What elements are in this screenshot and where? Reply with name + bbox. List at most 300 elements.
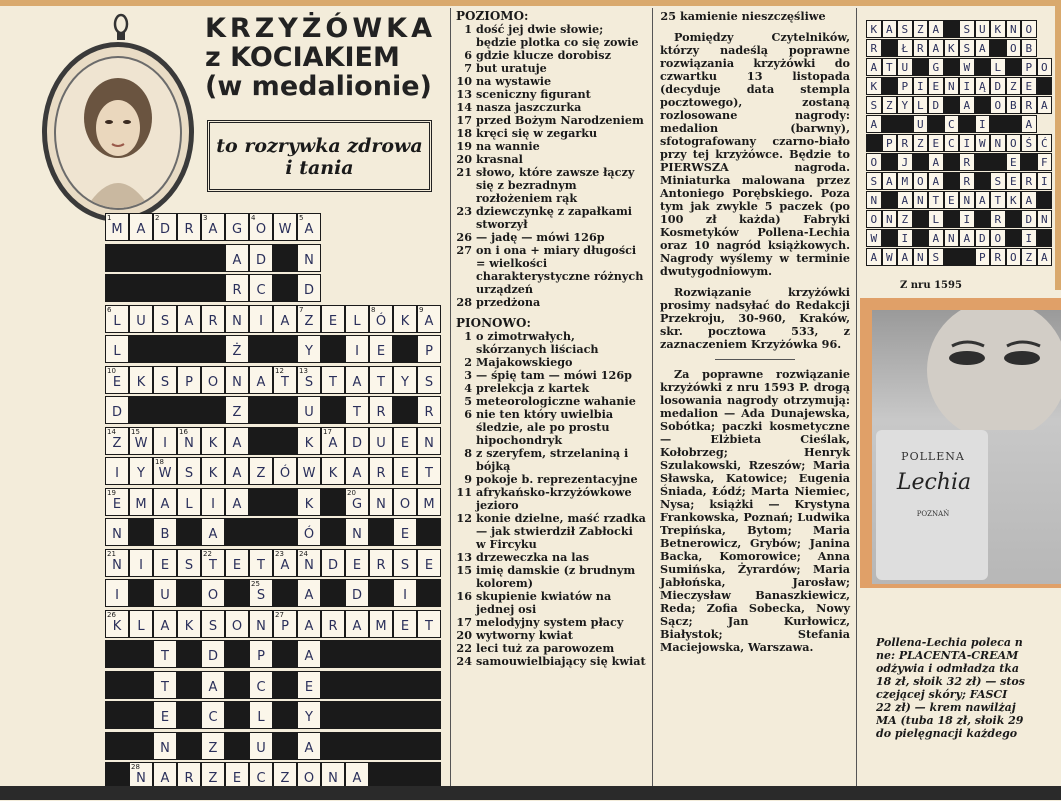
solution-cell: Z — [897, 210, 913, 228]
grid-cell[interactable] — [129, 488, 153, 516]
grid-block — [345, 671, 369, 699]
grid-cell[interactable] — [153, 488, 177, 516]
clue-text: samouwielbiający się kwiat — [476, 654, 646, 668]
grid-cell[interactable] — [417, 488, 441, 516]
grid-cell[interactable] — [153, 518, 177, 546]
grid-block — [177, 274, 201, 302]
solution-cell: N — [1037, 210, 1053, 228]
grid-cell[interactable] — [345, 366, 369, 394]
grid-cell[interactable] — [297, 549, 321, 577]
solution-cell: I — [897, 229, 913, 247]
clue-number: 16 — [456, 589, 472, 603]
grid-cell[interactable] — [417, 457, 441, 485]
cell-letter: T — [161, 679, 169, 695]
solution-cell: E — [1006, 172, 1022, 190]
grid-block — [129, 671, 153, 699]
solution-cell: E — [928, 77, 944, 95]
grid-cell[interactable] — [249, 579, 273, 607]
cell-letter: R — [328, 618, 338, 634]
cell-letter: E — [112, 496, 122, 512]
solution-cell: Ć — [1037, 134, 1053, 152]
cell-letter: S — [160, 374, 170, 390]
cell-letter: N — [136, 771, 146, 786]
grid-cell[interactable] — [129, 213, 153, 241]
grid-cell[interactable] — [369, 549, 393, 577]
grid-cell[interactable] — [249, 671, 273, 699]
grid-cell[interactable] — [105, 579, 129, 607]
grid-cell[interactable] — [297, 366, 321, 394]
grid-cell[interactable] — [297, 671, 321, 699]
clues-column-1 — [456, 10, 646, 668]
cell-letter: U — [136, 313, 146, 329]
grid-cell[interactable] — [273, 305, 297, 333]
grid-cell[interactable] — [393, 518, 417, 546]
grid-cell[interactable] — [129, 610, 153, 638]
grid-cell[interactable] — [417, 366, 441, 394]
grid-cell[interactable] — [249, 244, 273, 272]
grid-block — [201, 274, 225, 302]
grid-cell[interactable] — [225, 274, 249, 302]
cell-letter: S — [160, 313, 170, 329]
title-line-3: (w medalionie) — [205, 71, 432, 102]
grid-block — [153, 274, 177, 302]
grid-cell[interactable] — [273, 213, 297, 241]
grid-cell[interactable] — [249, 640, 273, 668]
grid-cell[interactable] — [105, 366, 129, 394]
grid-cell[interactable] — [129, 457, 153, 485]
grid-cell[interactable] — [225, 427, 249, 455]
grid-cell[interactable] — [153, 732, 177, 760]
grid-cell[interactable] — [249, 366, 273, 394]
grid-cell[interactable] — [201, 366, 225, 394]
grid-cell[interactable] — [273, 610, 297, 638]
grid-cell[interactable] — [249, 305, 273, 333]
cell-letter: C — [256, 771, 266, 786]
solution-cell: A — [897, 191, 913, 209]
grid-cell[interactable] — [177, 457, 201, 485]
grid-block — [369, 732, 393, 760]
grid-cell[interactable] — [201, 671, 225, 699]
grid-cell[interactable] — [153, 366, 177, 394]
solution-block — [882, 191, 898, 209]
grid-cell[interactable] — [297, 396, 321, 424]
solution-cell: D — [975, 229, 991, 247]
ad-city: POZNAŃ — [916, 510, 950, 518]
solution-cell: Ś — [1021, 134, 1037, 152]
grid-block — [201, 396, 225, 424]
grid-cell[interactable] — [345, 518, 369, 546]
grid-cell[interactable] — [225, 244, 249, 272]
grid-cell[interactable] — [369, 457, 393, 485]
grid-cell[interactable] — [393, 610, 417, 638]
grid-cell[interactable] — [417, 396, 441, 424]
ad-brand: POLLENA — [901, 450, 965, 463]
grid-cell[interactable] — [297, 488, 321, 516]
grid-cell[interactable] — [297, 427, 321, 455]
solution-cell: K — [1006, 191, 1022, 209]
grid-cell[interactable] — [321, 366, 345, 394]
cell-letter: D — [351, 588, 362, 603]
grid-cell[interactable] — [105, 549, 129, 577]
grid-cell[interactable] — [249, 549, 273, 577]
grid-cell[interactable] — [105, 457, 129, 485]
clue-text: — śpię tam — mówi 126p — [476, 368, 632, 382]
cell-number: 6 — [107, 305, 112, 314]
cell-letter: A — [352, 374, 362, 390]
grid-cell[interactable] — [369, 396, 393, 424]
grid-cell[interactable] — [225, 335, 249, 363]
grid-cell[interactable] — [129, 549, 153, 577]
grid-cell[interactable] — [153, 701, 177, 729]
grid-cell[interactable] — [417, 335, 441, 363]
grid-cell[interactable] — [153, 579, 177, 607]
grid-block — [201, 244, 225, 272]
grid-cell[interactable] — [105, 305, 129, 333]
ad-copy-line: Pollena-Lechia poleca n — [876, 636, 1023, 649]
solution-cell: R — [959, 172, 975, 190]
winners-list: Za poprawne rozwiązanie krzyżówki z nru 1593 P. drogą losowania nagrody otrzymują: medalion — Ada Dunajewska, Sobótka; paczki kosmetyczne — Elżbieta Cieślak, Kołobrzeg; Henryk Szulakowski, Rzeszów; Maria Sławska, Katowice; Eugenia Śniada, Łódź; Marta Niemiec, Nysa; książki — Krystyna Frankowska, Poznań; Ludwika Trepińska, Bytom; Maria Betnerowicz, Grybów; Janina Backa, Komorowice; Anna Sumińska, Żyrardów; Maria Jabłońska, Jarosław; Mieczysław Banaszkiewicz, Reda; Zofia Sobecka, Nowy Sącz; Jan Kurłowicz, Białystok; Stefania Maciejowska, Warszawa. — [660, 367, 850, 654]
cell-letter: I — [355, 344, 359, 359]
grid-block — [321, 732, 345, 760]
grid-block — [273, 579, 297, 607]
solution-cell: L — [990, 58, 1006, 76]
grid-cell[interactable] — [105, 427, 129, 455]
cell-letter: Z — [304, 313, 314, 329]
cell-letter: A — [304, 740, 314, 756]
grid-cell[interactable] — [321, 610, 345, 638]
grid-cell[interactable] — [153, 640, 177, 668]
grid-cell[interactable] — [369, 488, 393, 516]
grid-cell[interactable] — [369, 610, 393, 638]
cell-letter: E — [352, 557, 362, 573]
solution-cell: P — [975, 248, 991, 266]
solution-block — [897, 115, 913, 133]
grid-cell[interactable] — [225, 610, 249, 638]
solution-block — [959, 248, 975, 266]
cell-letter: A — [352, 771, 362, 786]
grid-cell[interactable] — [321, 549, 345, 577]
grid-cell[interactable] — [201, 305, 225, 333]
grid-cell[interactable] — [297, 701, 321, 729]
cell-letter: A — [424, 313, 434, 329]
grid-cell[interactable] — [393, 457, 417, 485]
grid-cell[interactable] — [201, 640, 225, 668]
grid-cell[interactable] — [249, 213, 273, 241]
cell-number: 28 — [131, 763, 140, 771]
solution-cell: W — [866, 229, 882, 247]
grid-cell[interactable] — [417, 610, 441, 638]
grid-block — [417, 732, 441, 760]
cell-number: 14 — [107, 427, 116, 436]
grid-cell[interactable] — [153, 457, 177, 485]
cell-letter: E — [160, 557, 170, 573]
grid-cell[interactable] — [345, 396, 369, 424]
grid-cell[interactable] — [105, 518, 129, 546]
grid-cell[interactable] — [393, 427, 417, 455]
grid-block — [321, 701, 345, 729]
grid-cell[interactable] — [321, 305, 345, 333]
grid-cell[interactable] — [105, 396, 129, 424]
cell-number: 8 — [371, 305, 376, 314]
solution-cell: I — [975, 115, 991, 133]
grid-cell[interactable] — [297, 457, 321, 485]
grid-cell[interactable] — [201, 610, 225, 638]
down-clue — [456, 408, 646, 447]
clue-text: on i ona + miary długości = wielkości charakterystyczne różnych urządzeń — [476, 243, 644, 296]
cell-letter: U — [256, 740, 266, 756]
grid-cell[interactable] — [153, 549, 177, 577]
solution-cell: N — [913, 191, 929, 209]
solution-block — [882, 77, 898, 95]
grid-cell[interactable] — [249, 457, 273, 485]
grid-cell[interactable] — [369, 305, 393, 333]
clue-number: 17 — [456, 615, 472, 629]
grid-block — [393, 640, 417, 668]
solution-row — [866, 58, 1052, 76]
grid-cell[interactable] — [297, 640, 321, 668]
grid-cell[interactable] — [201, 579, 225, 607]
grid-block — [225, 518, 249, 546]
slogan-box — [207, 120, 432, 192]
cell-number: 24 — [299, 549, 308, 558]
grid-cell[interactable] — [345, 488, 369, 516]
grid-cell[interactable] — [345, 610, 369, 638]
grid-block — [393, 732, 417, 760]
solution-cell: A — [1037, 96, 1053, 114]
cell-letter: N — [232, 374, 242, 390]
grid-block — [105, 640, 129, 668]
grid-block — [273, 640, 297, 668]
grid-cell[interactable] — [177, 427, 201, 455]
grid-cell[interactable] — [297, 305, 321, 333]
grid-cell[interactable] — [297, 335, 321, 363]
cell-letter: L — [113, 344, 121, 359]
solution-row — [866, 96, 1052, 114]
grid-cell[interactable] — [393, 549, 417, 577]
grid-cell[interactable] — [297, 274, 321, 302]
cell-letter: A — [184, 313, 194, 329]
grid-cell[interactable] — [321, 457, 345, 485]
grid-cell[interactable] — [129, 305, 153, 333]
grid-cell[interactable] — [273, 549, 297, 577]
grid-block — [177, 671, 201, 699]
grid-cell[interactable] — [177, 305, 201, 333]
grid-cell[interactable] — [345, 457, 369, 485]
grid-block — [273, 244, 297, 272]
grid-cell[interactable] — [345, 579, 369, 607]
solution-cell: Y — [897, 96, 913, 114]
grid-cell[interactable] — [225, 213, 249, 241]
grid-block — [249, 396, 273, 424]
grid-cell[interactable] — [273, 457, 297, 485]
solution-cell: S — [866, 172, 882, 190]
cell-letter: I — [211, 496, 215, 512]
grid-cell[interactable] — [393, 579, 417, 607]
grid-cell[interactable] — [201, 488, 225, 516]
cell-letter: Ó — [375, 313, 387, 329]
grid-cell[interactable] — [369, 366, 393, 394]
cell-letter: E — [424, 557, 434, 573]
grid-cell[interactable] — [177, 610, 201, 638]
grid-cell[interactable] — [153, 671, 177, 699]
grid-cell[interactable] — [321, 427, 345, 455]
grid-cell[interactable] — [249, 701, 273, 729]
clue-number: 5 — [464, 394, 472, 408]
grid-block — [177, 579, 201, 607]
solution-cell: O — [866, 153, 882, 171]
solution-cell: J — [897, 153, 913, 171]
solution-cell: A — [928, 20, 944, 38]
cell-letter: A — [208, 527, 218, 542]
grid-cell[interactable] — [345, 427, 369, 455]
grid-cell[interactable] — [369, 427, 393, 455]
grid-block — [105, 671, 129, 699]
solution-block — [944, 210, 960, 228]
grid-cell[interactable] — [225, 457, 249, 485]
grid-cell[interactable] — [105, 488, 129, 516]
cell-number: 23 — [275, 549, 284, 558]
grid-cell[interactable] — [225, 549, 249, 577]
solution-block — [975, 153, 991, 171]
grid-cell[interactable] — [393, 305, 417, 333]
grid-cell[interactable] — [105, 213, 129, 241]
grid-cell[interactable] — [201, 732, 225, 760]
solution-row — [866, 39, 1052, 57]
grid-block — [321, 335, 345, 363]
cell-letter: O — [231, 618, 243, 634]
solution-block — [990, 115, 1006, 133]
cell-letter: A — [160, 496, 170, 512]
grid-cell[interactable] — [345, 549, 369, 577]
grid-cell[interactable] — [105, 610, 129, 638]
grid-cell[interactable] — [297, 610, 321, 638]
ad-copy-line: MA (tuba 18 zł, słoik 29 — [876, 714, 1024, 727]
cell-number: 17 — [323, 427, 332, 436]
solution-cell: E — [1021, 77, 1037, 95]
grid-cell[interactable] — [201, 518, 225, 546]
grid-cell[interactable] — [393, 366, 417, 394]
grid-cell[interactable] — [297, 244, 321, 272]
column-rule — [856, 8, 857, 788]
grid-cell[interactable] — [201, 457, 225, 485]
grid-cell[interactable] — [129, 427, 153, 455]
grid-cell[interactable] — [249, 732, 273, 760]
grid-block — [273, 274, 297, 302]
grid-block — [273, 427, 297, 455]
grid-block — [417, 579, 441, 607]
cell-letter: Y — [305, 710, 313, 725]
ad-copy-line: czejącej skóry; FASCI — [876, 688, 1008, 701]
grid-cell[interactable] — [105, 335, 129, 363]
grid-cell[interactable] — [225, 366, 249, 394]
cell-letter: S — [208, 618, 218, 634]
grid-cell[interactable] — [153, 610, 177, 638]
solution-block — [959, 115, 975, 133]
cell-letter: A — [232, 435, 242, 451]
grid-cell[interactable] — [153, 427, 177, 455]
grid-cell[interactable] — [345, 335, 369, 363]
solution-cell: N — [990, 134, 1006, 152]
cell-letter: T — [425, 466, 433, 481]
grid-cell[interactable] — [297, 213, 321, 241]
grid-cell[interactable] — [273, 366, 297, 394]
grid-cell[interactable] — [225, 305, 249, 333]
cell-letter: K — [304, 435, 314, 451]
grid-cell[interactable] — [129, 366, 153, 394]
grid-cell[interactable] — [177, 549, 201, 577]
grid-cell[interactable] — [297, 732, 321, 760]
grid-cell[interactable] — [345, 305, 369, 333]
solution-cell: O — [913, 172, 929, 190]
cell-letter: G — [231, 222, 243, 237]
grid-cell[interactable] — [153, 213, 177, 241]
grid-cell[interactable] — [201, 213, 225, 241]
grid-cell[interactable] — [177, 366, 201, 394]
solution-cell: N — [944, 229, 960, 247]
grid-cell[interactable] — [297, 518, 321, 546]
grid-cell[interactable] — [297, 579, 321, 607]
grid-cell[interactable] — [417, 305, 441, 333]
cell-letter: T — [161, 649, 169, 664]
portrait-icon — [56, 58, 180, 208]
solution-cell: K — [866, 77, 882, 95]
grid-block — [369, 579, 393, 607]
clue-number: 14 — [456, 100, 472, 114]
down-clue — [456, 512, 646, 551]
grid-cell[interactable] — [225, 488, 249, 516]
clue-number: 8 — [464, 446, 472, 460]
column-rule — [450, 8, 451, 788]
solution-cell: Ł — [897, 39, 913, 57]
grid-cell[interactable] — [177, 213, 201, 241]
grid-cell[interactable] — [393, 488, 417, 516]
solution-cell: S — [959, 20, 975, 38]
grid-cell[interactable] — [249, 610, 273, 638]
grid-cell[interactable] — [201, 701, 225, 729]
grid-cell[interactable] — [177, 488, 201, 516]
grid-block — [177, 335, 201, 363]
grid-cell[interactable] — [225, 396, 249, 424]
down-clue — [456, 486, 646, 512]
solution-cell: R — [1021, 96, 1037, 114]
prize-announcement: Pomiędzy Czytelników, którzy nadeślą poprawne rozwiązania krzyżówki do czwartku 13 listopada (decyduje data stempla pocztowego), zostaną rozlosowane nagrody: medalion (barwny), sfotografowany czarno-biało przy tej krzyżówce. Będzie to PIERWSZA nagroda. Miniaturka malowana przez Antoniego Porębskiego. Poza tym jak zwykle 5 paczek (po 100 zł każda) Fabryki Kosmetyków Pollena-Lechia oraz 10 nagród książkowych. Nagrody wyślemy w terminie dwutygodniowym. — [660, 30, 850, 278]
cell-letter: Y — [305, 344, 313, 359]
grid-cell[interactable] — [201, 549, 225, 577]
grid-cell[interactable] — [201, 427, 225, 455]
cell-letter: L — [113, 313, 121, 329]
grid-cell[interactable] — [417, 427, 441, 455]
solution-block — [975, 96, 991, 114]
solution-row — [866, 134, 1052, 152]
cell-letter: Ó — [303, 527, 315, 542]
solution-cell: L — [928, 210, 944, 228]
cell-number: 21 — [107, 549, 116, 558]
solution-cell: O — [990, 96, 1006, 114]
grid-cell[interactable] — [417, 549, 441, 577]
grid-cell[interactable] — [369, 335, 393, 363]
grid-cell[interactable] — [249, 274, 273, 302]
cell-number: 20 — [347, 488, 356, 497]
solution-cell: N — [866, 191, 882, 209]
grid-cell[interactable] — [153, 305, 177, 333]
cell-letter: R — [208, 313, 218, 329]
top-color-band — [0, 0, 1061, 6]
cell-number: 4 — [251, 214, 256, 222]
cell-letter: N — [232, 313, 242, 329]
cell-letter: A — [304, 618, 314, 634]
grid-block — [201, 335, 225, 363]
solution-block — [913, 229, 929, 247]
